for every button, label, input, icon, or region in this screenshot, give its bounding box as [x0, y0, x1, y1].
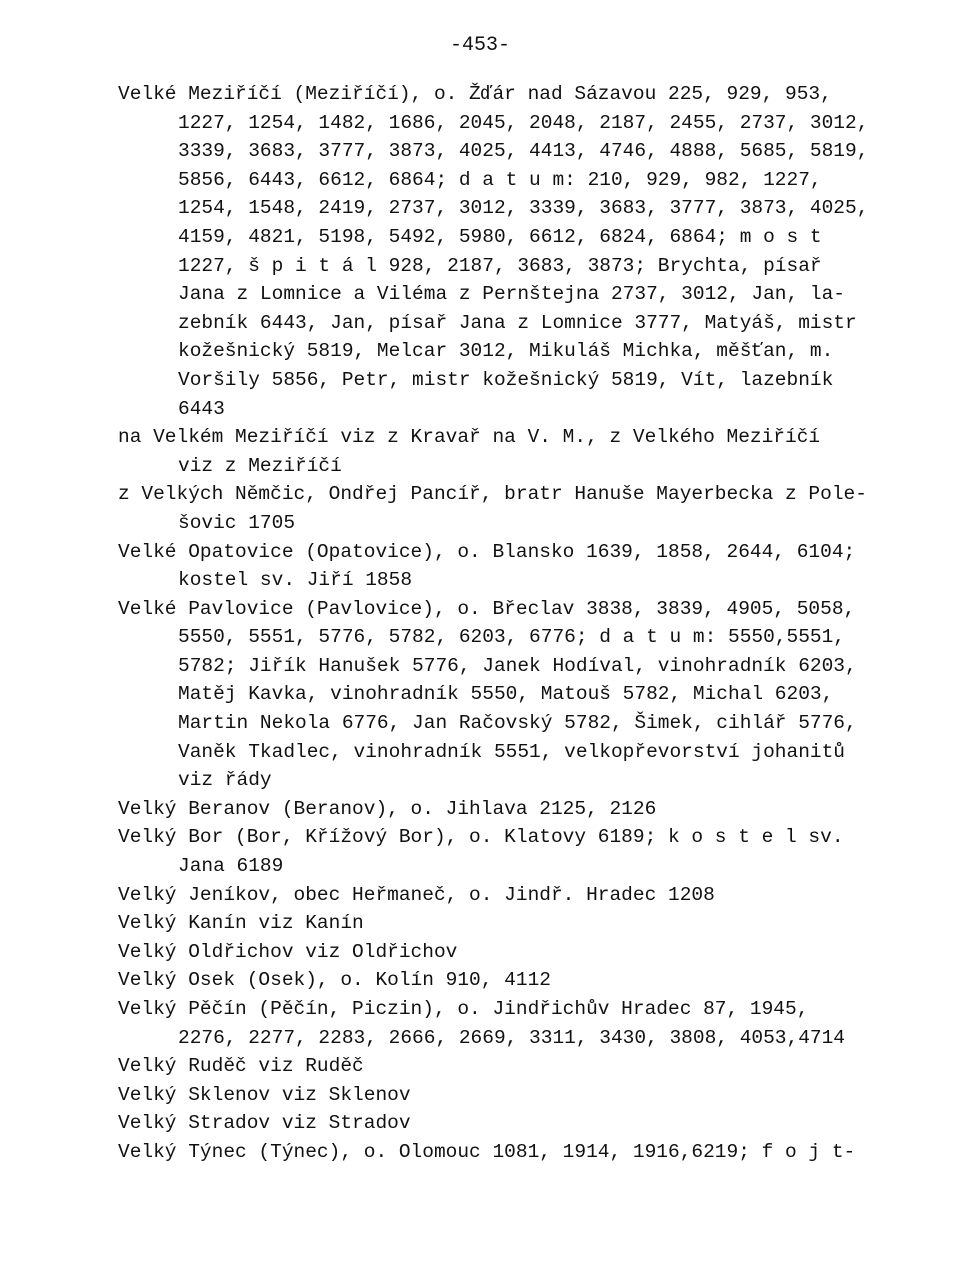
index-entry-line: Velké Opatovice (Opatovice), o. Blansko 1639, 1858, 2644, 6104;: [118, 540, 856, 563]
index-entry-continuation-line: Jana 6189: [178, 855, 284, 878]
index-entry-line: Velký Bor (Bor, Křížový Bor), o. Klatovy 6189; k o s t e l sv.: [118, 826, 844, 849]
index-entry-continuation-line: 2276, 2277, 2283, 2666, 2669, 3311, 3430, 3808, 4053,4714: [178, 1026, 846, 1049]
index-entry-line: Velký Sklenov viz Sklenov: [118, 1083, 411, 1106]
index-entry-continuation-line: Matěj Kavka, vinohradník 5550, Matouš 5782, Michal 6203,: [178, 683, 834, 706]
index-entry-continuation-line: 1254, 1548, 2419, 2737, 3012, 3339, 3683, 3777, 3873, 4025,: [178, 197, 869, 220]
index-entry-line: Velký Jeníkov, obec Heřmaneč, o. Jindř. Hradec 1208: [118, 883, 715, 906]
index-entry-line: Velký Osek (Osek), o. Kolín 910, 4112: [118, 969, 551, 992]
index-entry-line: Velký Pěčín (Pěčín, Piczin), o. Jindřichův Hradec 87, 1945,: [118, 998, 809, 1020]
index-entry-line: Velký Beranov (Beranov), o. Jihlava 2125, 2126: [118, 797, 657, 820]
page-number: -453-: [449, 34, 510, 57]
index-entry-continuation-line: viz řády: [178, 769, 272, 792]
index-entry-line: Velký Oldřichov viz Oldřichov: [118, 940, 458, 963]
index-entry-continuation-line: 3339, 3683, 3777, 3873, 4025, 4413, 4746, 4888, 5685, 5819,: [178, 140, 869, 163]
index-entry-continuation-line: 5782; Jiřík Hanušek 5776, Janek Hodíval, vinohradník 6203,: [178, 654, 857, 677]
index-entries: [118, 80, 888, 1167]
index-entry-continuation-line: kožešnický 5819, Melcar 3012, Mikuláš Michka, měšťan, m.: [178, 340, 834, 363]
index-entry-line: Velké Pavlovice (Pavlovice), o. Břeclav 3838, 3839, 4905, 5058,: [118, 597, 856, 620]
index-entry-continuation-line: 6443: [178, 397, 225, 420]
index-entry-continuation-line: viz z Meziříčí: [178, 454, 342, 477]
index-entry-line: Velký Ruděč viz Ruděč: [118, 1055, 364, 1078]
index-entry-continuation-line: zebník 6443, Jan, písař Jana z Lomnice 3777, Matyáš, mistr: [178, 311, 857, 334]
index-entry-continuation-line: 1227, š p i t á l 928, 2187, 3683, 3873; Brychta, písař: [178, 254, 822, 277]
index-entry-continuation-line: Voršily 5856, Petr, mistr kožešnický 5819, Vít, lazebník: [178, 368, 834, 391]
index-entry-line: Velký Stradov viz Stradov: [118, 1112, 411, 1135]
index-entry-continuation-line: Vaněk Tkadlec, vinohradník 5551, velkopřevorství johanitů: [178, 740, 846, 763]
index-entry-line: z Velkých Němčic, Ondřej Pancíř, bratr Hanuše Mayerbecka z Pole-: [118, 483, 867, 506]
index-entry-continuation-line: kostel sv. Jiří 1858: [178, 569, 413, 592]
index-entry-line: Velký Týnec (Týnec), o. Olomouc 1081, 1914, 1916,6219; f o j t-: [118, 1140, 856, 1163]
index-entry-continuation-line: 4159, 4821, 5198, 5492, 5980, 6612, 6824, 6864; m o s t: [178, 225, 822, 248]
index-entry-continuation-line: 5550, 5551, 5776, 5782, 6203, 6776; d a t u m: 5550,5551,: [178, 626, 846, 649]
index-entry-continuation-line: šovic 1705: [178, 511, 296, 534]
index-entry-line: na Velkém Meziříčí viz z Kravař na V. M., z Velkého Meziříčí: [118, 426, 821, 449]
index-entry-line: Velký Kanín viz Kanín: [118, 912, 364, 935]
index-entry-line: Velké Meziříčí (Meziříčí), o. Žďár nad Sázavou 225, 929, 953,: [118, 83, 832, 105]
index-entry-continuation-line: Jana z Lomnice a Viléma z Pernštejna 2737, 3012, Jan, la-: [178, 283, 846, 306]
index-entry-continuation-line: 1227, 1254, 1482, 1686, 2045, 2048, 2187, 2455, 2737, 3012,: [178, 111, 869, 134]
index-entry-continuation-line: 5856, 6443, 6612, 6864; d a t u m: 210, 929, 982, 1227,: [178, 168, 822, 191]
index-entry-continuation-line: Martin Nekola 6776, Jan Račovský 5782, Šimek, cihlář 5776,: [178, 712, 857, 735]
